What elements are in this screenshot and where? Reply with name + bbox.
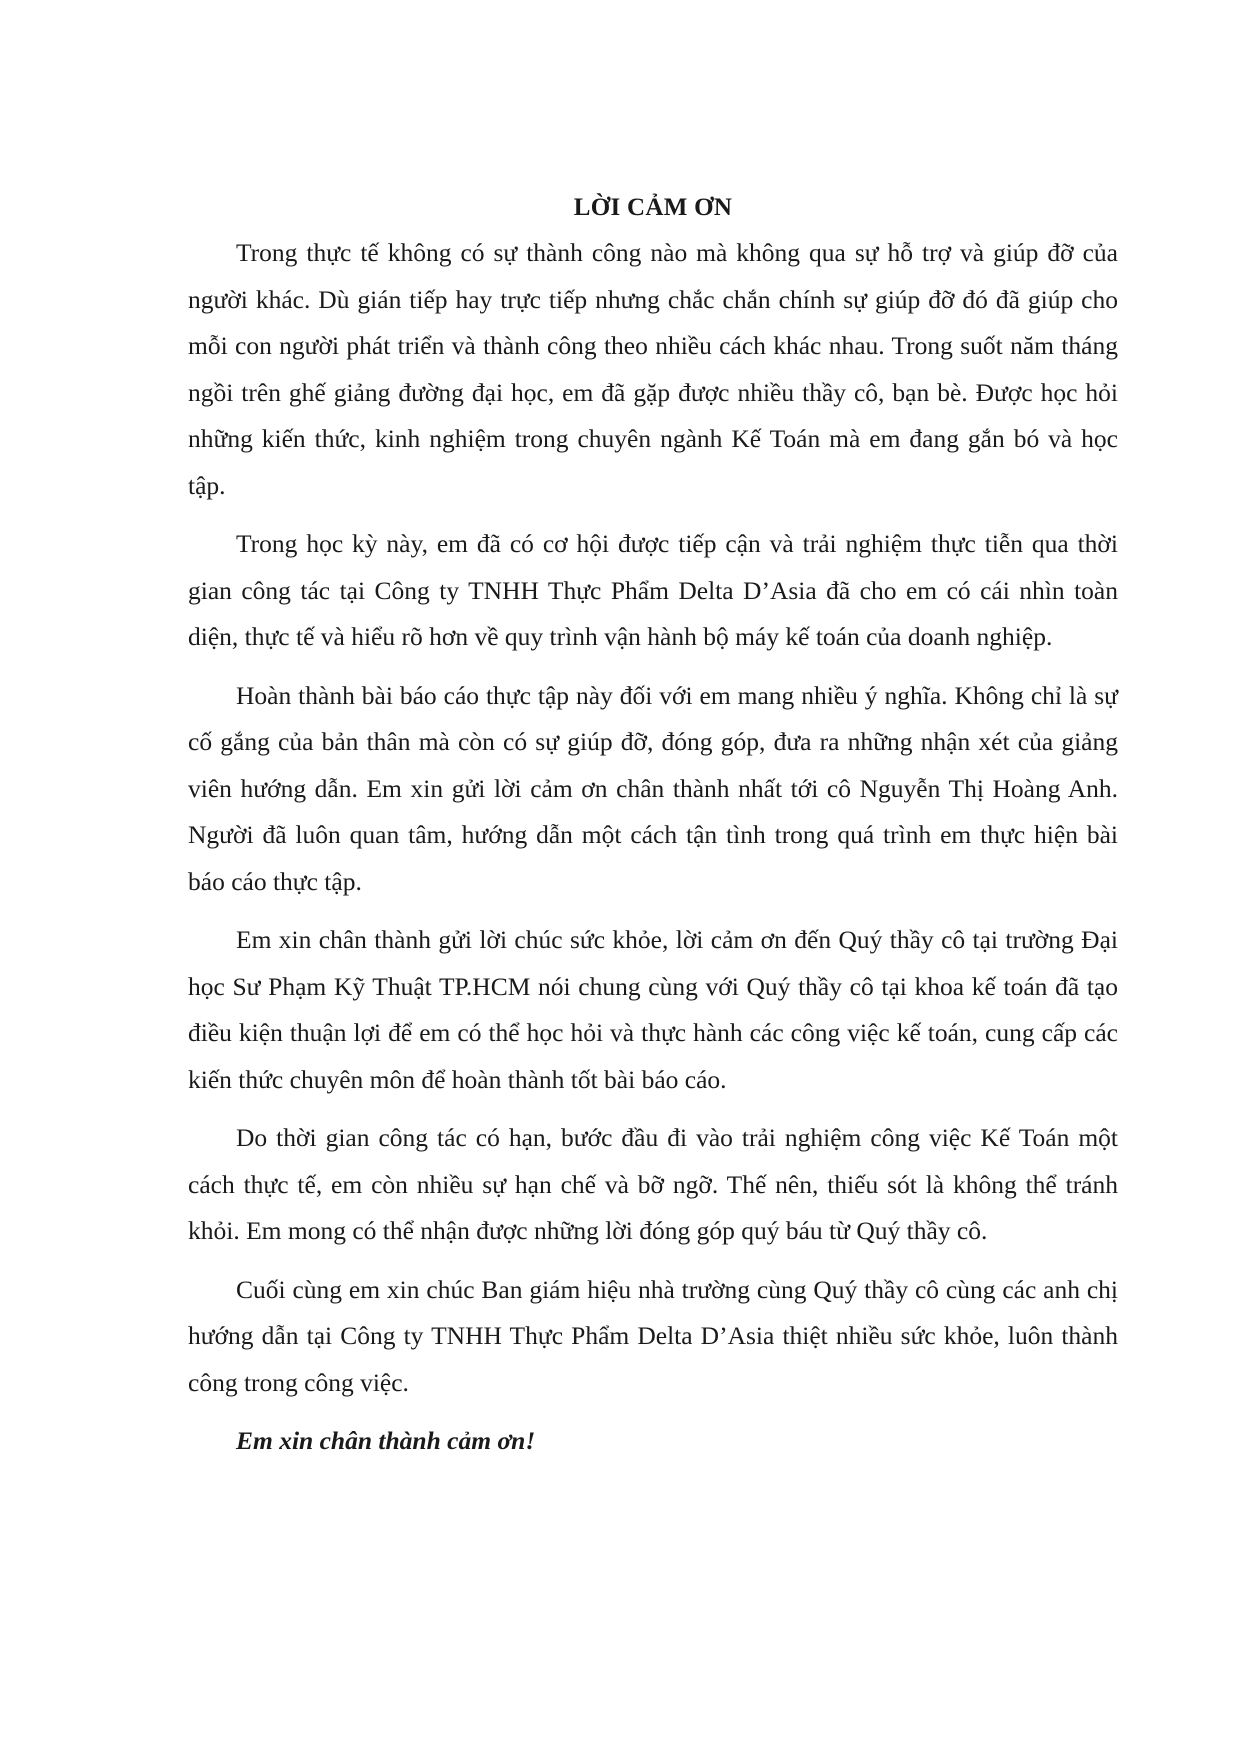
closing-line: Em xin chân thành cảm ơn! — [236, 1426, 536, 1455]
paragraph-limitations: Do thời gian công tác có hạn, bước đầu đi vào trải nghiệm công việc Kế Toán một cách thực tế, em còn nhiều sự hạn chế và bỡ ngỡ. Thế nên, thiếu sót là không thể tránh khỏi. Em mong có thể nhận được những lời đóng góp quý báu từ Quý thầy cô. — [188, 1123, 1118, 1245]
paragraph-intro: Trong thực tế không có sự thành công nào mà không qua sự hỗ trợ và giúp đỡ của người khác. Dù gián tiếp hay trực tiếp nhưng chắc chắn chính sự giúp đỡ đó đã giúp cho mỗi con người phát triển và thành công theo nhiều cách khác nhau. Trong suốt năm tháng ngồi trên ghế giảng đường đại học, em đã gặp được nhiều thầy cô, bạn bè. Được học hỏi những kiến thức, kinh nghiệm trong chuyên ngành Kế Toán mà em đang gắn bó và học tập. — [188, 238, 1118, 500]
page-title: LỜI CẢM ƠN — [573, 194, 733, 221]
paragraph-university: Em xin chân thành gửi lời chúc sức khỏe, lời cảm ơn đến Quý thầy cô tại trường Đại học Sư Phạm Kỹ Thuật TP.HCM nói chung cùng với Quý thầy cô tại khoa kế toán đã tạo điều kiện thuận lợi để em có thể học hỏi và thực hành các công việc kế toán, cung cấp các kiến thức chuyên môn để hoàn thành tốt bài báo cáo. — [188, 925, 1118, 1094]
paragraph-supervisor: Hoàn thành bài báo cáo thực tập này đối với em mang nhiều ý nghĩa. Không chỉ là sự cố gắng của bản thân mà còn có sự giúp đỡ, đóng góp, đưa ra những nhận xét của giảng viên hướng dẫn. Em xin gửi lời cảm ơn chân thành nhất tới cô Nguyễn Thị Hoàng Anh. Người đã luôn quan tâm, hướng dẫn một cách tận tình trong quá trình em thực hiện bài báo cáo thực tập. — [188, 680, 1118, 896]
paragraph-internship: Trong học kỳ này, em đã có cơ hội được tiếp cận và trải nghiệm thực tiễn qua thời gian công tác tại Công ty TNHH Thực Phẩm Delta D’Asia đã cho em có cái nhìn toàn diện, thực tế và hiểu rõ hơn về quy trình vận hành bộ máy kế toán của doanh nghiệp. — [188, 529, 1118, 651]
document-body — [188, 190, 1118, 1465]
paragraph-wishes: Cuối cùng em xin chúc Ban giám hiệu nhà trường cùng Quý thầy cô cùng các anh chị hướng dẫn tại Công ty TNHH Thực Phẩm Delta D’Asia thiệt nhiều sức khỏe, luôn thành công trong công việc. — [188, 1274, 1118, 1397]
